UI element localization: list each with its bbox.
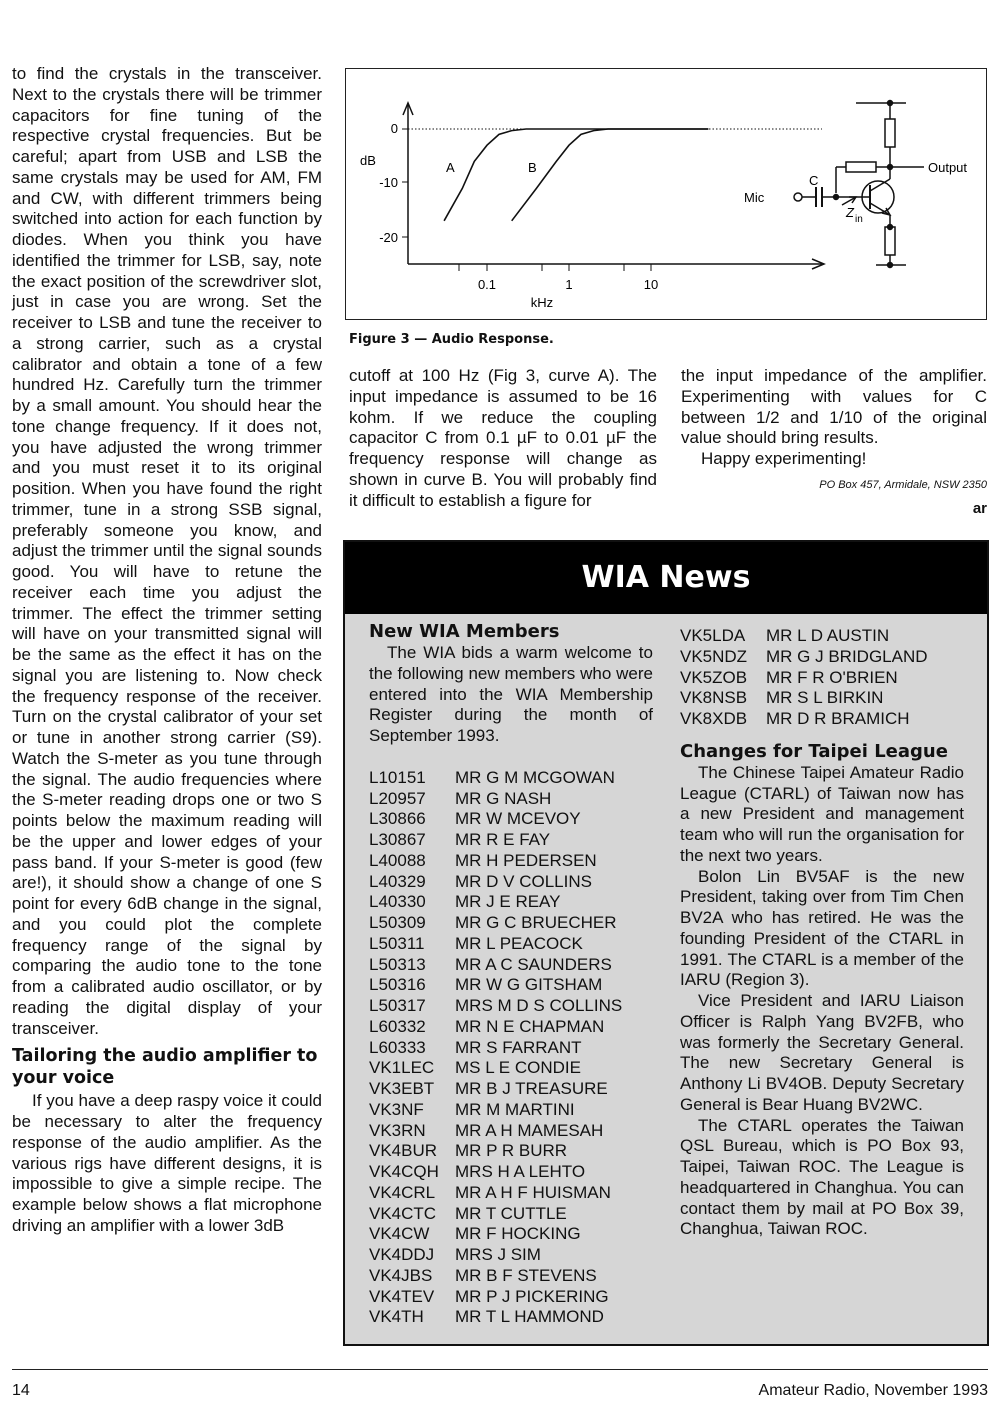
- curve-a-label: A: [446, 160, 455, 175]
- member-row: [369, 1266, 653, 1287]
- member-row: [369, 1038, 653, 1059]
- member-name: MR F R O'BRIEN: [766, 667, 898, 687]
- footer-rule: [12, 1369, 988, 1370]
- taipei-paragraph-2: Bolon Lin BV5AF is the new President, taking over from Tim Chen BV2A who has retired. He was the founding President of the CTARL in 1991. The CTARL is a member of the IARU (Region 3).: [680, 866, 964, 990]
- member-callsign: L40329: [369, 871, 426, 891]
- news-left-column: [369, 620, 653, 1328]
- closing-line: Happy experimenting!: [701, 449, 867, 468]
- member-row: [369, 1058, 653, 1079]
- member-row: [369, 1100, 653, 1121]
- member-name: MR A H MAMESAH: [455, 1120, 604, 1140]
- member-name: MR W G GITSHAM: [455, 975, 603, 995]
- taipei-heading: Changes for Taipei League: [680, 740, 948, 762]
- member-callsign: VK4CQH: [369, 1162, 439, 1181]
- x-tick-label-1: 1: [565, 277, 573, 292]
- figure-caption: Figure 3 — Audio Response.: [349, 332, 554, 347]
- y-tick-label-10: -10: [379, 175, 398, 190]
- member-row: [369, 872, 653, 893]
- collector-resistor: [885, 119, 895, 147]
- member-callsign: L10151: [369, 767, 426, 787]
- mic-input-terminal: [794, 193, 802, 201]
- member-row: [369, 1287, 653, 1308]
- member-callsign: VK1LEC: [369, 1058, 435, 1078]
- member-name: MR J E REAY: [455, 892, 561, 912]
- y-tick-label-20: -20: [379, 230, 398, 245]
- member-name: MRS H A LEHTO: [455, 1162, 586, 1181]
- member-row: [369, 934, 653, 955]
- taipei-paragraph-1: The Chinese Taipei Amateur Radio League (CTARL) of Taiwan now has a new President and management team who will run the organisation for the next two years.: [680, 762, 964, 865]
- magazine-title: Amateur Radio, November 1993: [758, 1382, 988, 1399]
- member-row: [369, 1141, 653, 1162]
- news-right-column: [680, 626, 964, 1240]
- member-row: [369, 1245, 653, 1266]
- right-column: [681, 366, 987, 519]
- member-callsign: L50311: [369, 933, 425, 953]
- member-row: [369, 789, 653, 810]
- member-name: MR P J PICKERING: [455, 1286, 609, 1306]
- end-sign: ar: [972, 499, 987, 517]
- figure-svg: [346, 69, 988, 321]
- member-callsign: VK4CTC: [369, 1203, 437, 1223]
- member-callsign: L20957: [369, 788, 426, 808]
- member-name: MR A H F HUISMAN: [455, 1182, 611, 1202]
- member-callsign: L60333: [369, 1037, 426, 1057]
- node-dot: [888, 263, 893, 268]
- member-row: [680, 668, 964, 689]
- member-name: MRS J SIM: [455, 1245, 541, 1264]
- member-name: MR S L BIRKIN: [766, 688, 884, 708]
- member-name: MR P R BURR: [455, 1141, 568, 1161]
- feedback-resistor: [846, 162, 876, 172]
- member-name: MR T L HAMMOND: [455, 1307, 604, 1327]
- curve-b-label: B: [528, 160, 537, 175]
- member-callsign: VK4TH: [369, 1307, 424, 1327]
- member-callsign: VK3EBT: [369, 1079, 435, 1098]
- member-name: MR B F STEVENS: [455, 1265, 597, 1285]
- right-paragraph: the input impedance of the amplifier. Experimenting with values for C between 1/2 and 1/10 of the original value should bring results.: [681, 366, 987, 448]
- member-callsign: VK5NDZ: [680, 646, 748, 666]
- member-name: MRS M D S COLLINS: [455, 996, 623, 1015]
- member-callsign: L30866: [369, 809, 426, 829]
- member-callsign: VK3NF: [369, 1099, 424, 1119]
- member-callsign: L40330: [369, 892, 426, 912]
- member-row: [369, 830, 653, 851]
- member-name: MR L PEACOCK: [455, 933, 583, 953]
- member-row: [369, 975, 653, 996]
- figure-audio-response: [345, 68, 987, 320]
- member-name: MR S FARRANT: [455, 1037, 582, 1057]
- member-row: [680, 688, 964, 709]
- new-members-heading: New WIA Members: [369, 621, 560, 642]
- member-callsign: VK4CW: [369, 1224, 430, 1244]
- middle-column: [349, 366, 657, 511]
- member-callsign: L50316: [369, 975, 426, 995]
- member-callsign: VK5LDA: [680, 626, 746, 645]
- member-name: MR R E FAY: [455, 830, 551, 849]
- member-callsign: VK8NSB: [680, 688, 748, 708]
- member-callsign: VK8XDB: [680, 709, 748, 728]
- member-name: MS L E CONDIE: [455, 1058, 581, 1078]
- curve-a: [444, 129, 708, 221]
- mic-label: Mic: [744, 190, 765, 205]
- left-column: [12, 64, 322, 1237]
- y-tick-label-0: 0: [390, 121, 398, 136]
- member-name: MR D V COLLINS: [455, 871, 592, 891]
- x-axis-unit: kHz: [530, 295, 554, 310]
- member-row: [369, 851, 653, 872]
- member-row: [369, 1307, 653, 1328]
- member-callsign: VK4TEV: [369, 1286, 435, 1306]
- node-dot: [834, 195, 839, 200]
- member-name: MR G NASH: [455, 788, 552, 808]
- member-name: MR L D AUSTIN: [766, 626, 890, 645]
- member-callsign: VK3RN: [369, 1120, 426, 1140]
- member-row: [369, 1224, 653, 1245]
- member-name: MR A C SAUNDERS: [455, 954, 612, 974]
- member-callsign: L50309: [369, 913, 426, 932]
- member-callsign: L30867: [369, 830, 426, 849]
- x-tick-label-0-1: 0.1: [477, 277, 497, 292]
- member-row: [680, 709, 964, 730]
- member-row: [369, 1183, 653, 1204]
- member-callsign: L40088: [369, 850, 426, 870]
- left-paragraph-1: to find the crystals in the transceiver. Next to the crystals there will be trimmer capacitors for fine tuning of the respective crystal frequencies. But be careful; apart from USB and LSB the same crystals may be used for AM, FM and CW, with different trimmers being switched into action for each function by diodes. When you think you have identified the trimmer for LSB, say, note the exact position of the screwdriver slot, just in case you are wrong. Set the receiver to LSB and tune the receiver to a strong carrier, such as a crystal calibrator and obtain a tone of a few hundred Hz. Carefully turn the trimmer by a small amount. You should hear the tone change frequency. If it does not, you have adjusted the wrong trimmer and you must reset it to its original position. When you have found the right trimmer, tune in a strong SSB signal, preferably someone you know, and adjust the trimmer until the signal sounds good. You will have to retune the receiver each time you adjust the trimmer. The effect the trimmer setting will have on your transmitted signal will be the same as the effect it has on the signal you are listening to. Now check the frequency response of the receiver. Turn on the crystal calibrator of your set or tune in another strong carrier (S9). Watch the S-meter as you tune through the signal. The audio frequencies where the S-meter reading drops one or two S points below the maximum reading will be the upper and lower edges of your pass band. If your S-meter is good (few are!), it should show a change of one S point for every 6dB change in the signal, and you could plot the complete frequency range of the signal by comparing the audio tone to the tone from a calibrated audio oscillator, or by reading the digital display of your transceiver.: [12, 64, 322, 1038]
- member-row: [369, 768, 653, 789]
- left-paragraph-2: If you have a deep raspy voice it could be necessary to alter the frequency response of the audio amplifier. As the various rigs have different designs, it is impossible to give a simple recipe. The example below shows a flat microphone driving an amplifier with a lower 3dB: [12, 1091, 322, 1235]
- member-name: MR N E CHAPMAN: [455, 1016, 605, 1036]
- member-callsign: VK4JBS: [369, 1265, 433, 1285]
- wia-news-banner: WIA News: [345, 542, 987, 614]
- member-callsign: VK4BUR: [369, 1141, 438, 1161]
- curve-b: [512, 129, 709, 221]
- member-callsign: VK4CRL: [369, 1182, 436, 1202]
- member-row: [369, 1204, 653, 1225]
- members-list: [369, 768, 653, 1328]
- member-name: MR G J BRIDGLAND: [766, 646, 928, 666]
- zin-subscript: in: [855, 214, 863, 225]
- page-number: 14: [12, 1382, 30, 1399]
- member-row: [369, 913, 653, 934]
- member-name: MR M MARTINI: [455, 1099, 575, 1119]
- member-name: MR T CUTTLE: [455, 1203, 567, 1223]
- member-name: MR W MCEVOY: [455, 809, 581, 829]
- member-callsign: VK4DDJ: [369, 1245, 435, 1264]
- member-row: [369, 1017, 653, 1038]
- member-name: MR H PEDERSEN: [455, 850, 597, 870]
- taipei-paragraph-4: The CTARL operates the Taiwan QSL Bureau, which is PO Box 93, Taipei, Taiwan ROC. The League is headquartered in Changhua. You can contact them by mail at PO Box 39, Changhua, Taiwan ROC.: [680, 1115, 964, 1239]
- section-heading-tailoring: Tailoring the audio amplifier to your voice: [12, 1046, 318, 1089]
- output-label: Output: [928, 160, 968, 175]
- y-axis-unit: dB: [360, 153, 376, 168]
- member-row: [369, 1079, 653, 1100]
- member-name: MR G C BRUECHER: [455, 913, 617, 932]
- member-callsign: VK5ZOB: [680, 667, 748, 687]
- member-name: MR D R BRAMICH: [766, 709, 910, 728]
- zin-label: Z: [846, 205, 854, 220]
- author-address: PO Box 457, Armidale, NSW 2350: [819, 478, 987, 491]
- members-list-continued: [680, 626, 964, 730]
- member-row: [680, 647, 964, 668]
- member-row: [369, 996, 653, 1017]
- x-tick-label-10: 10: [643, 277, 659, 292]
- member-callsign: L60332: [369, 1016, 426, 1036]
- emitter-resistor: [885, 227, 895, 255]
- member-row: [369, 809, 653, 830]
- member-row: [369, 1121, 653, 1142]
- member-row: [369, 892, 653, 913]
- new-members-intro: The WIA bids a warm welcome to the following new members who were entered into the WIA Membership Register during the month of September 1993.: [369, 643, 653, 745]
- member-callsign: L50317: [369, 996, 426, 1015]
- member-row: [680, 626, 964, 647]
- member-name: MR F HOCKING: [455, 1224, 581, 1244]
- member-name: MR G M MCGOWAN: [455, 767, 615, 787]
- member-name: MR B J TREASURE: [455, 1079, 608, 1098]
- member-callsign: L50313: [369, 954, 426, 974]
- taipei-paragraph-3: Vice President and IARU Liaison Officer is Ralph Yang BV2FB, who was formerly the Secretary General. The new Secretary General is Anthony Li BV4OB. Deputy Secretary General is Bear Huang BV2WC.: [680, 991, 964, 1114]
- member-row: [369, 955, 653, 976]
- member-row: [369, 1162, 653, 1183]
- middle-paragraph: cutoff at 100 Hz (Fig 3, curve A). The input impedance is assumed to be 16 kohm. If we reduce the coupling capacitor C from 0.1 µF to 0.01 µF the frequency response will change as shown in curve B. You will probably find it difficult to establish a figure for: [349, 366, 657, 510]
- capacitor-label: C: [809, 173, 819, 188]
